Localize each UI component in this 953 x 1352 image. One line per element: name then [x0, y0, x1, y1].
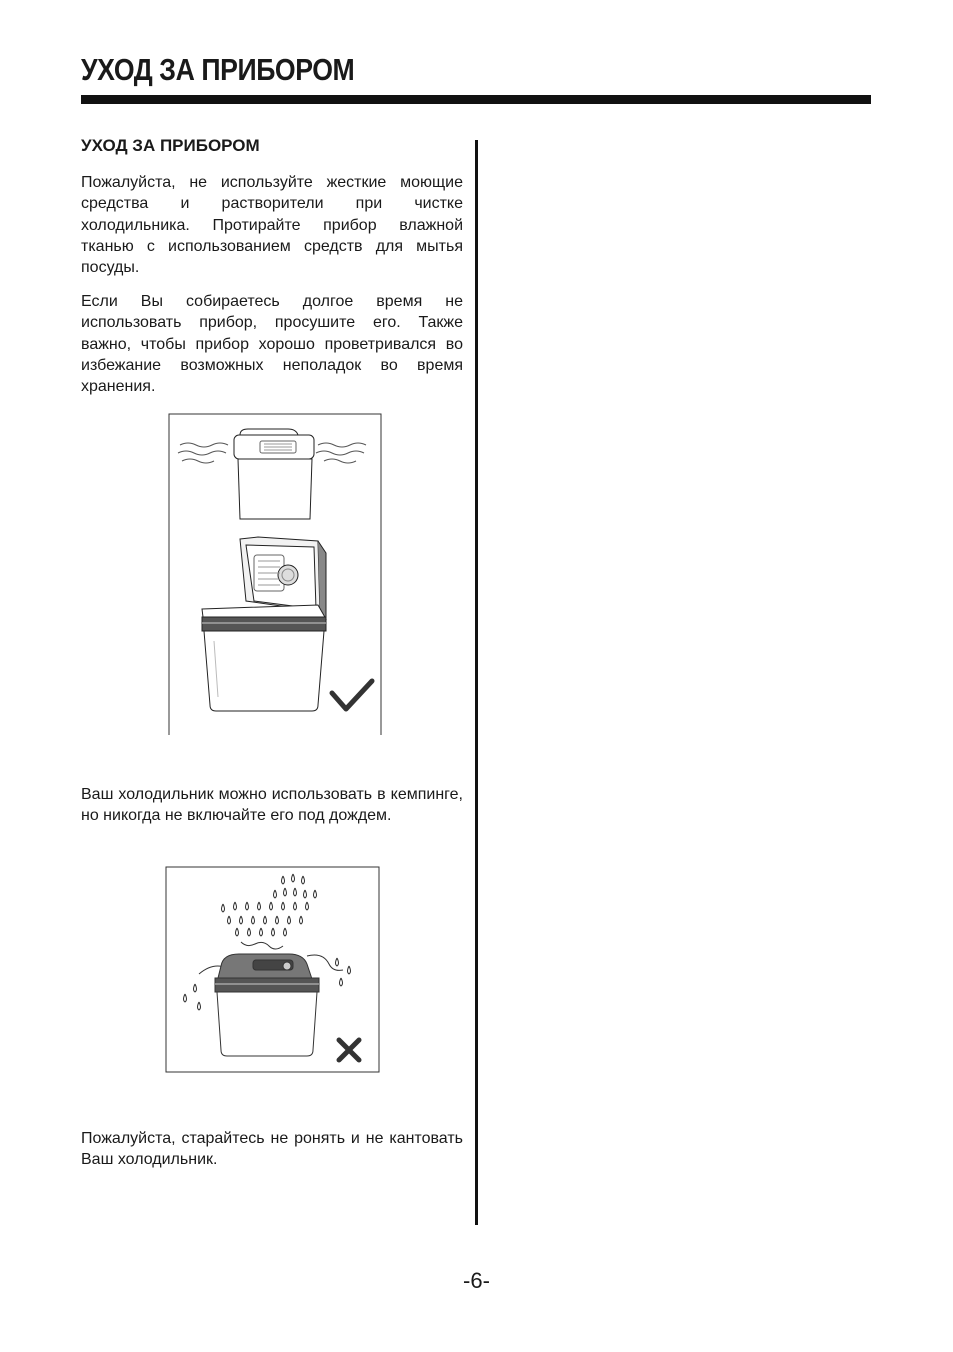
section-heading: УХОД ЗА ПРИБОРОМ — [81, 136, 260, 155]
checkmark-icon — [332, 681, 372, 709]
paragraph-cleaning: Пожалуйста, не используйте жесткие моющие средства и растворители при чистке холодильника. Протирайте прибор влажной тканью с использованием средств для мытья посуды. — [81, 174, 463, 277]
paragraph-handling: Пожалуйста, старайтесь не ронять и не кантовать Ваш холодильник. — [81, 1130, 463, 1169]
title-rule — [81, 95, 871, 104]
figure-drying-illustration — [168, 413, 382, 735]
column-divider — [475, 140, 478, 1225]
figure-rain-illustration — [165, 866, 380, 1073]
paragraph-storage: Если Вы собираетесь долгое время не использовать прибор, просушите его. Также важно, чтобы прибор хорошо проветривался во избежание возможных неполадок во время хранения. — [81, 293, 463, 396]
page-title: УХОД ЗА ПРИБОРОМ — [81, 52, 355, 87]
cross-icon — [339, 1040, 359, 1060]
page-number: -6- — [463, 1268, 490, 1293]
paragraph-camping: Ваш холодильник можно использовать в кемпинге, но никогда не включайте его под дождем. — [81, 786, 463, 825]
